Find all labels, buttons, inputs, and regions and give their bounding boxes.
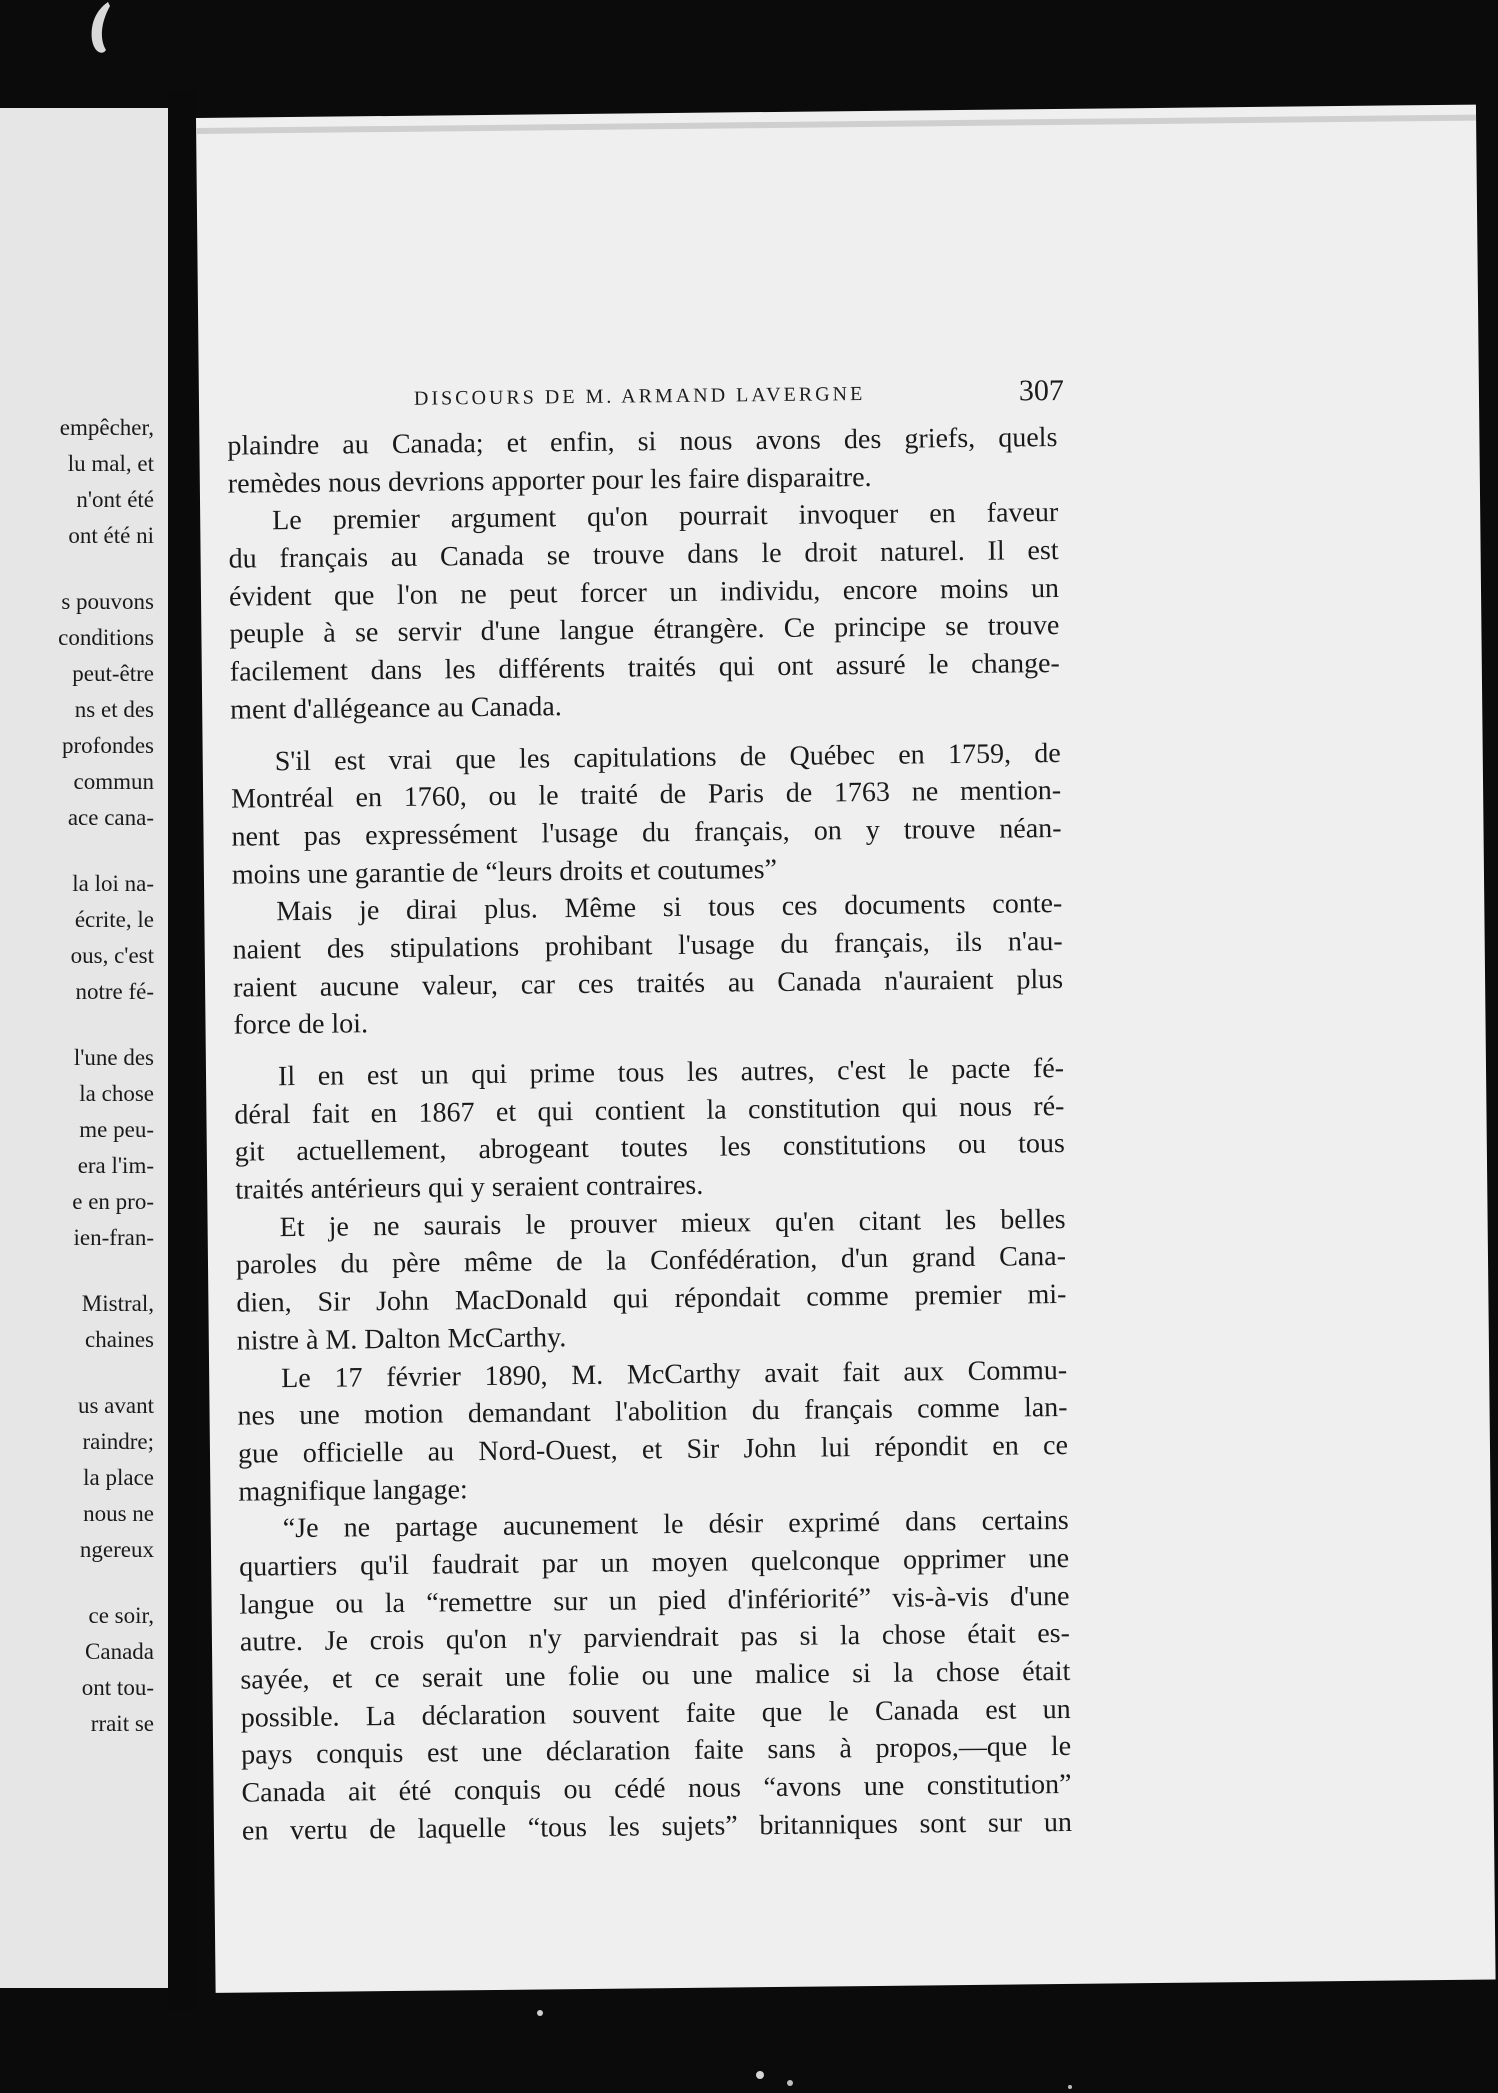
left-text-line: e en pro- [72, 1189, 154, 1214]
text-line: facilement dans les différents traités qui ont assuré le change- [229, 648, 1060, 688]
paragraph-gap [0, 1256, 154, 1286]
paragraph-gap [0, 1358, 154, 1388]
left-text-line: me peu- [79, 1117, 154, 1142]
text-line: gue officielle au Nord-Ouest, et Sir John lui répondit en ce [237, 1429, 1069, 1470]
text-line: quartiers qu'il faudrait par un moyen quelconque opprimer une [239, 1542, 1070, 1583]
text-line: nent pas expressément l'usage du français, on y trouve néan- [231, 812, 1062, 853]
left-text-line: peut-être [72, 661, 154, 686]
left-text-line: ace cana- [67, 805, 154, 830]
left-text-line: raindre; [82, 1429, 154, 1454]
left-text-line: us avant [77, 1393, 154, 1418]
text-line: sayée, et ce serait une folie ou une malice si la chose était [240, 1655, 1071, 1696]
paragraph-gap [0, 1568, 154, 1598]
left-text-line: ngereux [79, 1537, 154, 1562]
text-line: ment d'allégeance au Canada. [230, 691, 562, 726]
left-text-line: l'une des [73, 1045, 154, 1070]
left-text-line: ous, c'est [70, 943, 154, 968]
left-text-line: nous ne [83, 1501, 154, 1526]
left-text-line: Mistral, [81, 1291, 154, 1316]
left-text-line: la loi na- [72, 871, 154, 896]
left-text-line: s pouvons [61, 589, 154, 614]
left-text-line: rrait se [90, 1711, 154, 1736]
left-text-line: n'ont été [76, 487, 154, 512]
text-line: traités antérieurs qui y seraient contraires. [235, 1169, 704, 1206]
running-head: DISCOURS DE M. ARMAND LAVERGNE [413, 383, 866, 410]
left-text-line: ont été ni [68, 523, 154, 548]
text-line: possible. La déclaration souvent faite que le Canada est un [240, 1693, 1071, 1734]
left-text-line: lu mal, et [67, 451, 154, 476]
page-number: 307 [1018, 373, 1065, 408]
left-text-line: commun [73, 769, 154, 794]
paragraph-gap [0, 1010, 154, 1040]
left-text-line: Canada [85, 1639, 154, 1664]
left-text-line: profondes [62, 733, 154, 758]
text-line: du français au Canada se trouve dans le droit naturel. Il est [228, 535, 1059, 575]
text-line: autre. Je crois qu'on n'y parviendrait pas si la chose était es- [239, 1618, 1071, 1658]
left-text-line: écrite, le [74, 907, 154, 932]
text-line: évident que l'on ne peut forcer un individu, encore moins un [228, 572, 1060, 613]
left-text-line: era l'im- [77, 1153, 154, 1178]
text-line: raient aucune valeur, car ces traités au Canada n'auraient plus [232, 963, 1064, 1004]
left-text-line: conditions [58, 625, 154, 650]
text-line: Canada ait été conquis ou cédé nous “avons une constitution” [241, 1768, 1072, 1809]
left-text-line: chaines [85, 1327, 154, 1352]
left-text-line: empêcher, [59, 415, 154, 440]
right-page [196, 105, 1496, 1993]
text-line: nistre à M. Dalton McCarthy. [236, 1322, 567, 1357]
text-line: force de loi. [233, 1008, 369, 1041]
text-line: pays conquis est une déclaration faite sans à propos,—que le [240, 1731, 1072, 1771]
text-line: Il en est un qui prime tous les autres, c'est le pacte fé- [277, 1052, 1065, 1093]
text-line: git actuellement, abrogeant toutes les constitutions ou tous [234, 1128, 1065, 1169]
text-line: Le 17 février 1890, M. McCarthy avait fait aux Commu- [281, 1354, 1068, 1394]
book-gutter [168, 90, 196, 2010]
text-line: Montréal en 1760, ou le traité de Paris de 1763 ne mention- [230, 775, 1062, 815]
left-text-line: la place [83, 1465, 154, 1490]
left-text-line: la chose [79, 1081, 154, 1106]
text-line: plaindre au Canada; et enfin, si nous avons des griefs, quels [227, 421, 1058, 462]
left-text-line: notre fé- [75, 979, 154, 1004]
body-text [227, 419, 1072, 1850]
paper-tear-mark [86, 0, 112, 58]
scan-specks [0, 1955, 1498, 2093]
text-line: naient des stipulations prohibant l'usage du français, ils n'au- [232, 925, 1063, 966]
text-line: “Je ne partage aucunement le désir exprimé dans certains [282, 1505, 1069, 1545]
text-line: peuple à se servir d'une langue étrangère. Ce principe se trouve [229, 610, 1060, 651]
left-page-text [0, 410, 154, 1742]
left-page [0, 108, 168, 1988]
text-line: Mais je dirai plus. Même si tous ces documents conte- [276, 888, 1063, 928]
left-text-line: ien-fran- [73, 1225, 154, 1250]
left-text-line: ns et des [74, 697, 154, 722]
text-line: nes une motion demandant l'abolition du français comme lan- [237, 1392, 1068, 1432]
text-line: paroles du père même de la Confédération, d'un grand Cana- [235, 1241, 1067, 1282]
paragraph-gap [0, 554, 154, 584]
left-text-line: ont tou- [81, 1675, 154, 1700]
text-line: Le premier argument qu'on pourrait invoquer en faveur [272, 497, 1059, 537]
left-text-line: ce soir, [88, 1603, 154, 1628]
paragraph-gap [0, 836, 154, 866]
text-line: déral fait en 1867 et qui contient la constitution qui nous ré- [234, 1090, 1065, 1131]
text-line: remèdes nous devrions apporter pour les faire disparaitre. [227, 461, 872, 500]
text-line: dien, Sir John MacDonald qui répondait comme premier mi- [236, 1279, 1067, 1319]
text-line: langue ou la “remettre sur un pied d'infériorité” vis-à-vis d'une [239, 1580, 1070, 1621]
text-line: Et je ne saurais le prouver mieux qu'en citant les belles [279, 1203, 1066, 1243]
text-line: magnifique langage: [238, 1473, 468, 1508]
text-line: en vertu de laquelle “tous les sujets” britanniques sont sur un [241, 1806, 1073, 1847]
text-line: moins une garantie de “leurs droits et coutumes” [231, 853, 778, 891]
text-line: S'il est vrai que les capitulations de Québec en 1759, de [274, 737, 1061, 777]
